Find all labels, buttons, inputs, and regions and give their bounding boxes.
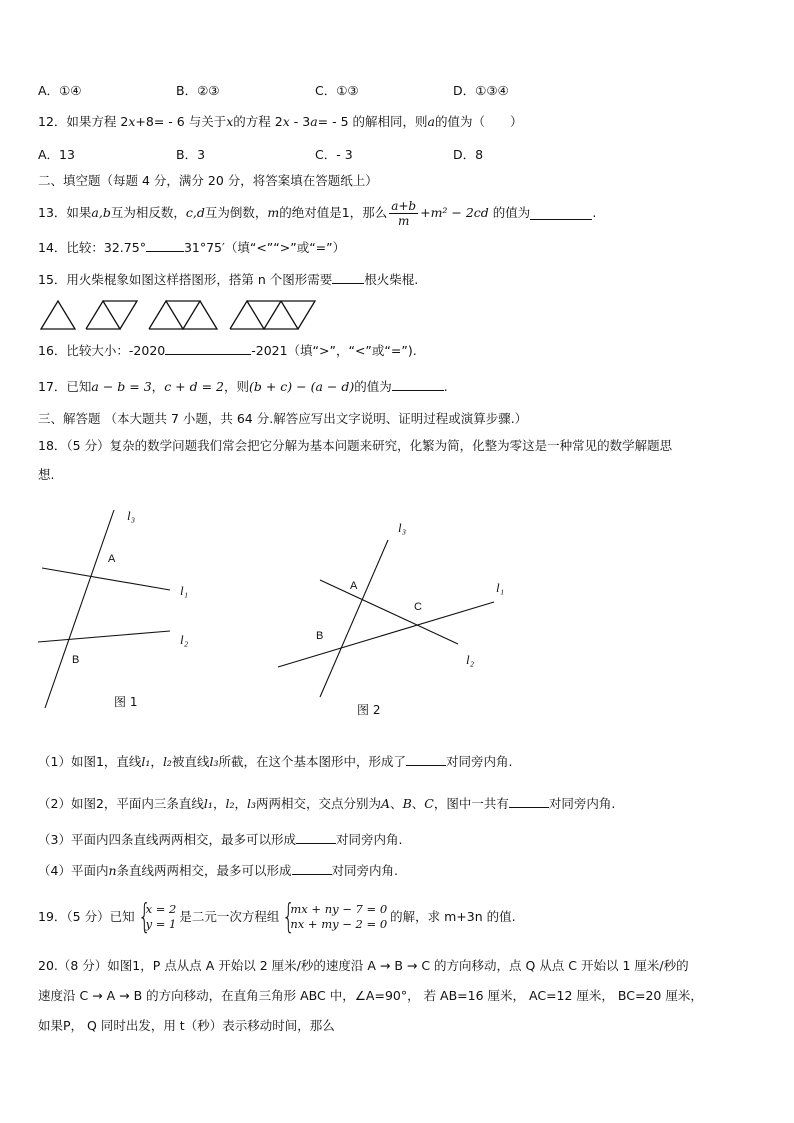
label-l3: l₃ [127, 508, 136, 523]
text: （1）如图1，直线 [38, 754, 142, 769]
variable: a [427, 114, 435, 129]
question-14 [38, 239, 345, 257]
label-b: B [316, 630, 324, 642]
equation: x = 2 [145, 902, 177, 916]
section-heading: 三、解答题 （本大题共 7 小题，共 64 分.解答应写出文字说明、证明过程或演算步骤.） [38, 411, 528, 426]
option-b: B．3 [176, 147, 206, 162]
text: 19．（5 分）已知 [38, 909, 135, 924]
label-l2: l₂ [180, 632, 189, 647]
variable: x [128, 114, 136, 129]
label-l2: l₂ [466, 652, 475, 667]
text: 的方程 2 [233, 114, 283, 129]
variable: l₂ [225, 796, 235, 811]
question-number: 15． [38, 272, 67, 287]
variable: x [226, 114, 234, 129]
answer-blank[interactable] [530, 207, 592, 220]
text: 两两相交，交点分别为 [256, 796, 382, 811]
figure-3 [149, 301, 217, 329]
fraction [389, 199, 418, 228]
variable: m [267, 205, 280, 220]
option-a: A．①④ [38, 83, 82, 98]
text: ， [212, 796, 226, 811]
question-17 [38, 378, 448, 396]
equation-system [137, 897, 177, 937]
label-l1: l₁ [180, 583, 189, 598]
variable: l₁ [203, 796, 213, 811]
text: ， [234, 796, 247, 811]
text: . [443, 379, 448, 394]
text: （4）平面内 [38, 863, 109, 878]
variable: l₃ [246, 796, 256, 811]
figure-4 [230, 301, 315, 329]
question-18-text: 18．（5 分）复杂的数学问题我们常会把它分解为基本问题来研究，化繁为简，化整为零这是一种常见的数学解题思 [38, 438, 673, 453]
question-18-part-4 [38, 862, 398, 880]
text: 所截，在这个基本图形中，形成了 [218, 754, 406, 769]
figure-2-caption: 图 2 [357, 703, 381, 717]
answer-blank[interactable] [392, 378, 444, 391]
text: 比较：32.75° [66, 240, 146, 255]
question-18-part-3 [38, 831, 402, 849]
expression: (b + c) − (a − d) [249, 379, 355, 394]
text: ，则 [223, 379, 249, 394]
answer-blank[interactable] [332, 271, 364, 284]
text: 的绝对值是1，那么 [279, 205, 388, 220]
option-a: A．13 [38, 147, 75, 162]
answer-blank[interactable] [165, 342, 251, 355]
text: 根火柴棍. [364, 272, 419, 287]
variable: x [282, 114, 290, 129]
text: 对同旁内角. [335, 832, 403, 847]
label-a: A [350, 580, 358, 592]
option-b: B．②③ [176, 83, 220, 98]
expression: c + d = 2 [164, 379, 224, 394]
line-l2 [38, 631, 170, 642]
text: 的值为（ ） [434, 114, 523, 129]
question-13 [38, 195, 596, 231]
variable: n [108, 863, 117, 878]
variable: c,d [185, 205, 205, 220]
text: ， [151, 379, 165, 394]
line-l3 [45, 510, 114, 708]
text: （3）平面内四条直线两两相交，最多可以形成 [38, 832, 296, 847]
question-18-text: 想. [38, 467, 55, 482]
equation: mx + ny − 7 = 0 [290, 902, 388, 916]
figure-1 [41, 301, 75, 329]
brace: { [282, 897, 296, 937]
variable: B [402, 796, 412, 811]
text: 对同旁内角. [548, 796, 616, 811]
equation-system [282, 897, 388, 937]
variable: l₃ [209, 754, 219, 769]
question-16 [38, 342, 417, 360]
text: 已知 [66, 379, 92, 394]
answer-blank[interactable] [296, 831, 336, 844]
expression: a − b = 3 [91, 379, 152, 394]
text: （2）如图2，平面内三条直线 [38, 796, 204, 811]
text: 是二元一次方程组 [179, 909, 280, 924]
answer-blank[interactable] [406, 753, 446, 766]
line-l1 [278, 602, 494, 667]
figure-2-diagram [270, 512, 520, 717]
variable: A [381, 796, 391, 811]
variable: l₁ [141, 754, 151, 769]
section-heading: 二、填空题（每题 4 分，满分 20 分，将答案填在答题纸上） [38, 173, 378, 188]
text: 互为倒数， [204, 205, 268, 220]
figure-1-diagram [30, 500, 220, 715]
text: = - 5 的解相同，则 [317, 114, 428, 129]
label-c: C [414, 601, 422, 613]
expression: +m² − 2cd [420, 205, 489, 220]
variable: a,b [91, 205, 111, 220]
text: 被直线 [171, 754, 210, 769]
variable: C [424, 796, 434, 811]
question-20-text: 速度沿 C → A → B 的方向移动，在直角三角形 ABC 中，∠A=90°， 若 AB=16 厘米， AC=12 厘米， BC=20 厘米， [38, 988, 703, 1003]
text: 31°75′（填“<”“>”或“=”） [183, 240, 346, 255]
line-l2 [320, 580, 458, 644]
text: ，图中一共有 [433, 796, 509, 811]
text: 用火柴棍象如图这样搭图形，搭第 n 个图形需要 [66, 272, 333, 287]
variable: l₂ [162, 754, 172, 769]
question-number: 13． [38, 205, 67, 220]
question-19 [38, 895, 516, 939]
question-number: 17． [38, 379, 67, 394]
question-15 [38, 271, 418, 289]
text: . [592, 205, 597, 220]
option-d: D．①③④ [453, 83, 509, 98]
label-a: A [108, 553, 116, 565]
option-d: D．8 [453, 147, 484, 162]
question-number: 16． [38, 343, 67, 358]
question-18-part-2 [38, 795, 615, 813]
text: -2021（填“>”，“<”或“=”). [251, 343, 417, 358]
answer-blank[interactable] [509, 795, 549, 808]
numerator: a+b [391, 198, 417, 213]
question-20-text: 如果P， Q 同时出发，用 t（秒）表示移动时间，那么 [38, 1018, 335, 1033]
matchstick-figures [38, 298, 328, 332]
label-l1: l₁ [496, 580, 505, 595]
equation: y = 1 [145, 917, 177, 931]
brace: { [137, 897, 151, 937]
text: 互为相反数， [110, 205, 186, 220]
text: 对同旁内角. [446, 754, 513, 769]
text: 、 [390, 796, 403, 811]
text: 条直线两两相交，最多可以形成 [116, 863, 292, 878]
question-18-part-1 [38, 753, 512, 771]
text: 的值为 [492, 205, 531, 220]
text: 如果 [66, 205, 92, 220]
variable: a [310, 114, 318, 129]
text: +8= - 6 与关于 [135, 114, 227, 129]
question-number: 14． [38, 240, 67, 255]
text: ， [150, 754, 163, 769]
text: 、 [411, 796, 425, 811]
answer-blank[interactable] [292, 862, 332, 875]
text: 的值为 [354, 379, 392, 394]
text: - 3 [289, 114, 311, 129]
text: 比较大小：-2020 [66, 343, 166, 358]
label-b: B [72, 654, 80, 666]
figure-2 [86, 301, 137, 329]
figure-1-caption: 图 1 [114, 695, 138, 709]
option-c: C．- 3 [315, 147, 353, 162]
line-l3 [320, 540, 388, 697]
denominator: m [397, 213, 410, 228]
question-12 [38, 113, 522, 131]
question-number: 12． [38, 114, 67, 129]
option-c: C．①③ [315, 83, 359, 98]
text: 对同旁内角. [331, 863, 399, 878]
question-20-text: 20.（8 分）如图1，P 点从点 A 开始以 2 厘米/秒的速度沿 A → B → C 的方向移动，点 Q 从点 C 开始以 1 厘米/秒的 [38, 958, 689, 973]
line-l1 [42, 568, 170, 590]
text: 的解，求 m+3n 的值. [390, 909, 516, 924]
answer-blank[interactable] [146, 239, 184, 252]
text: 如果方程 2 [66, 114, 129, 129]
label-l3: l₃ [398, 520, 407, 535]
equation: nx + my − 2 = 0 [290, 917, 388, 931]
